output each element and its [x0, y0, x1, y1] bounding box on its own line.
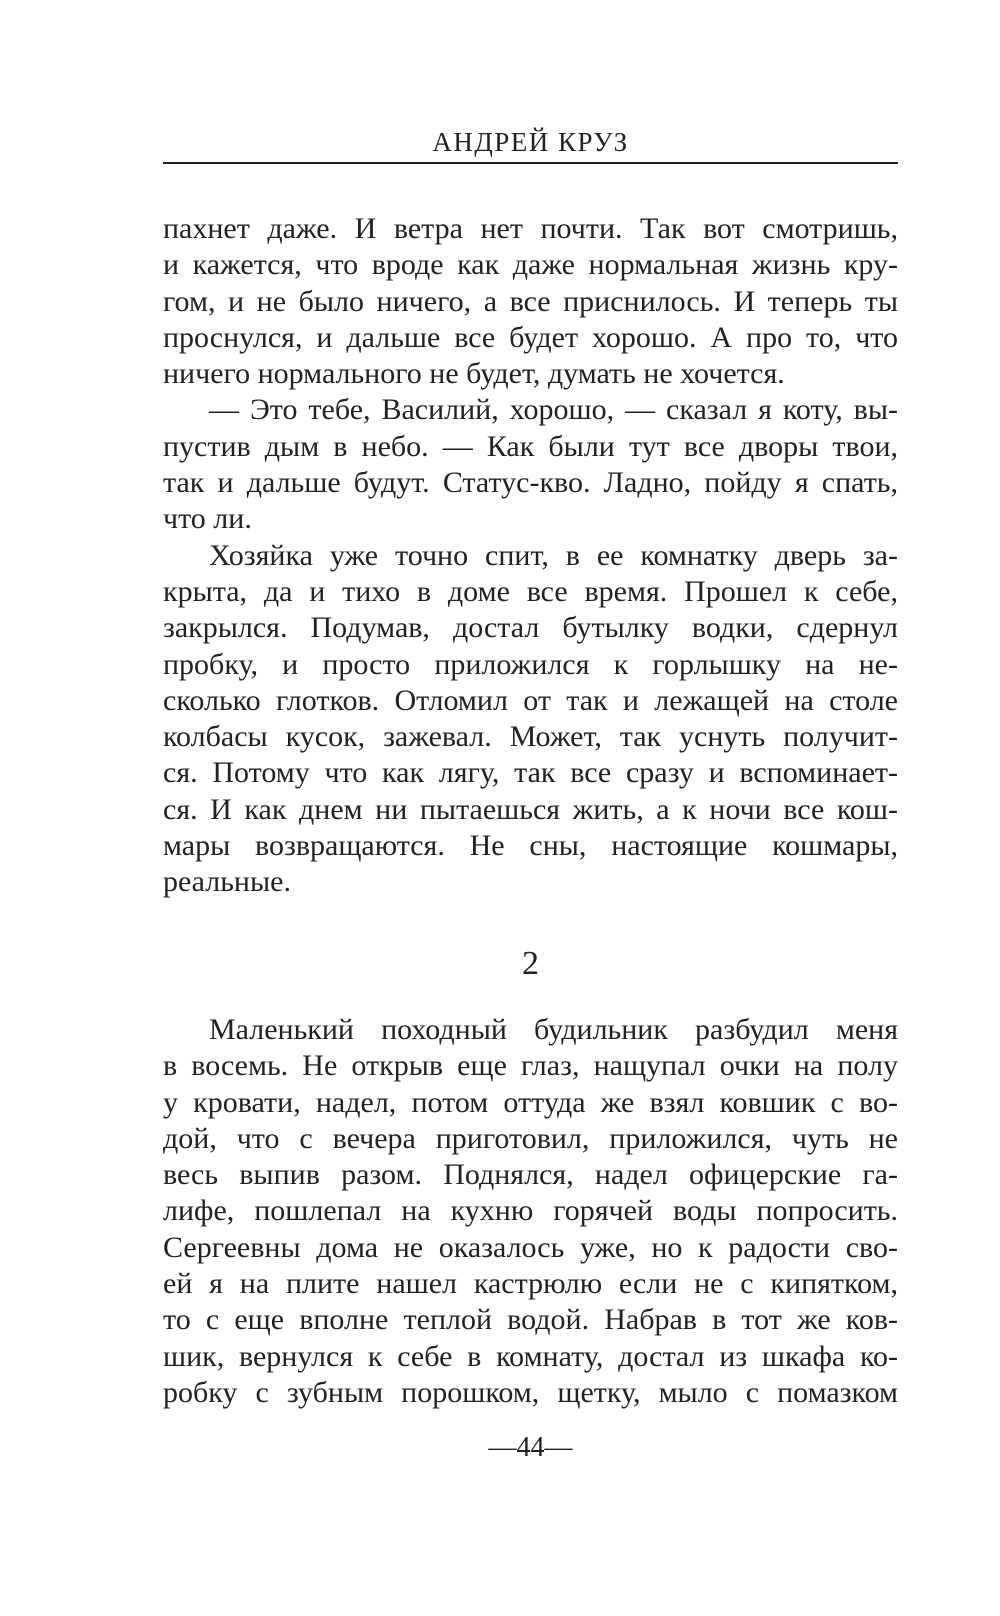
text-line: сколько глотков. Отломил от так и лежащей на столе: [163, 683, 898, 717]
text-line: колбасы кусок, зажевал. Может, так уснуть получит-: [163, 720, 898, 754]
text-line: в восемь. Не открыв еще глаз, нащупал очки на полу: [163, 1049, 898, 1083]
text-line: лифе, пошлепал на кухню горячей воды попросить.: [163, 1194, 898, 1228]
text-line: мары возвращаются. Не сны, настоящие кошмары,: [163, 829, 898, 863]
text-line: то с еще вполне теплой водой. Набрав в тот же ков-: [163, 1303, 898, 1337]
text-line: и кажется, что вроде как даже нормальная жизнь кру-: [163, 248, 898, 282]
text-line: ся. И как днем ни пытаешься жить, а к ночи все кош-: [163, 792, 898, 826]
page-number: —44—: [488, 1432, 573, 1463]
text-line: Хозяйка уже точно спит, в ее комнатку дверь за-: [209, 538, 898, 572]
text-line: крыта, да и тихо в доме все время. Прошел к себе,: [163, 574, 898, 608]
text-line: ся. Потому что как лягу, так все сразу и вспоминает-: [163, 756, 898, 790]
text-line: у кровати, надел, потом оттуда же взял ковшик с во-: [163, 1085, 898, 1119]
text-line: робку с зубным порошком, щетку, мыло с помазком: [163, 1375, 898, 1409]
running-head-author: АНДРЕЙ КРУЗ: [432, 127, 629, 157]
text-line: ничего нормального не будет, думать не хочется.: [163, 357, 785, 391]
text-line: Сергеевны дома не оказалось уже, но к радости сво-: [163, 1230, 898, 1264]
text-line: ей я на плите нашел кастрюлю если не с кипятком,: [163, 1267, 898, 1301]
passage-after-chapter: [163, 1012, 898, 1411]
text-line: дой, что с вечера приготовил, приложился, чуть не: [163, 1121, 898, 1155]
text-line: пустив дым в небо. — Как были тут все дворы твои,: [163, 429, 898, 463]
text-line: что ли.: [163, 502, 252, 536]
text-line: пахнет даже. И ветра нет почти. Так вот смотришь,: [163, 212, 898, 245]
header-divider: [163, 162, 898, 164]
chapter-number: 2: [522, 945, 539, 982]
text-line: пробку, и просто приложился к горлышку на не-: [163, 647, 898, 681]
passage-before-chapter: [163, 211, 898, 901]
text-line: реальные.: [163, 865, 291, 899]
text-line: так и дальше будут. Статус-кво. Ладно, пойду я спать,: [163, 466, 898, 500]
text-line: весь выпив разом. Поднялся, надел офицерские га-: [163, 1158, 898, 1192]
text-line: проснулся, и дальше все будет хорошо. А про то, что: [163, 320, 898, 354]
text-line: Маленький походный будильник разбудил меня: [209, 1013, 898, 1046]
text-line: — Это тебе, Василий, хорошо, — сказал я коту, вы-: [209, 393, 898, 427]
text-line: шик, вернулся к себе в комнату, достал из шкафа ко-: [163, 1339, 898, 1373]
text-line: гом, и не было ничего, а все приснилось. И теперь ты: [163, 284, 898, 318]
text-line: закрылся. Подумав, достал бутылку водки, сдернул: [163, 611, 898, 645]
